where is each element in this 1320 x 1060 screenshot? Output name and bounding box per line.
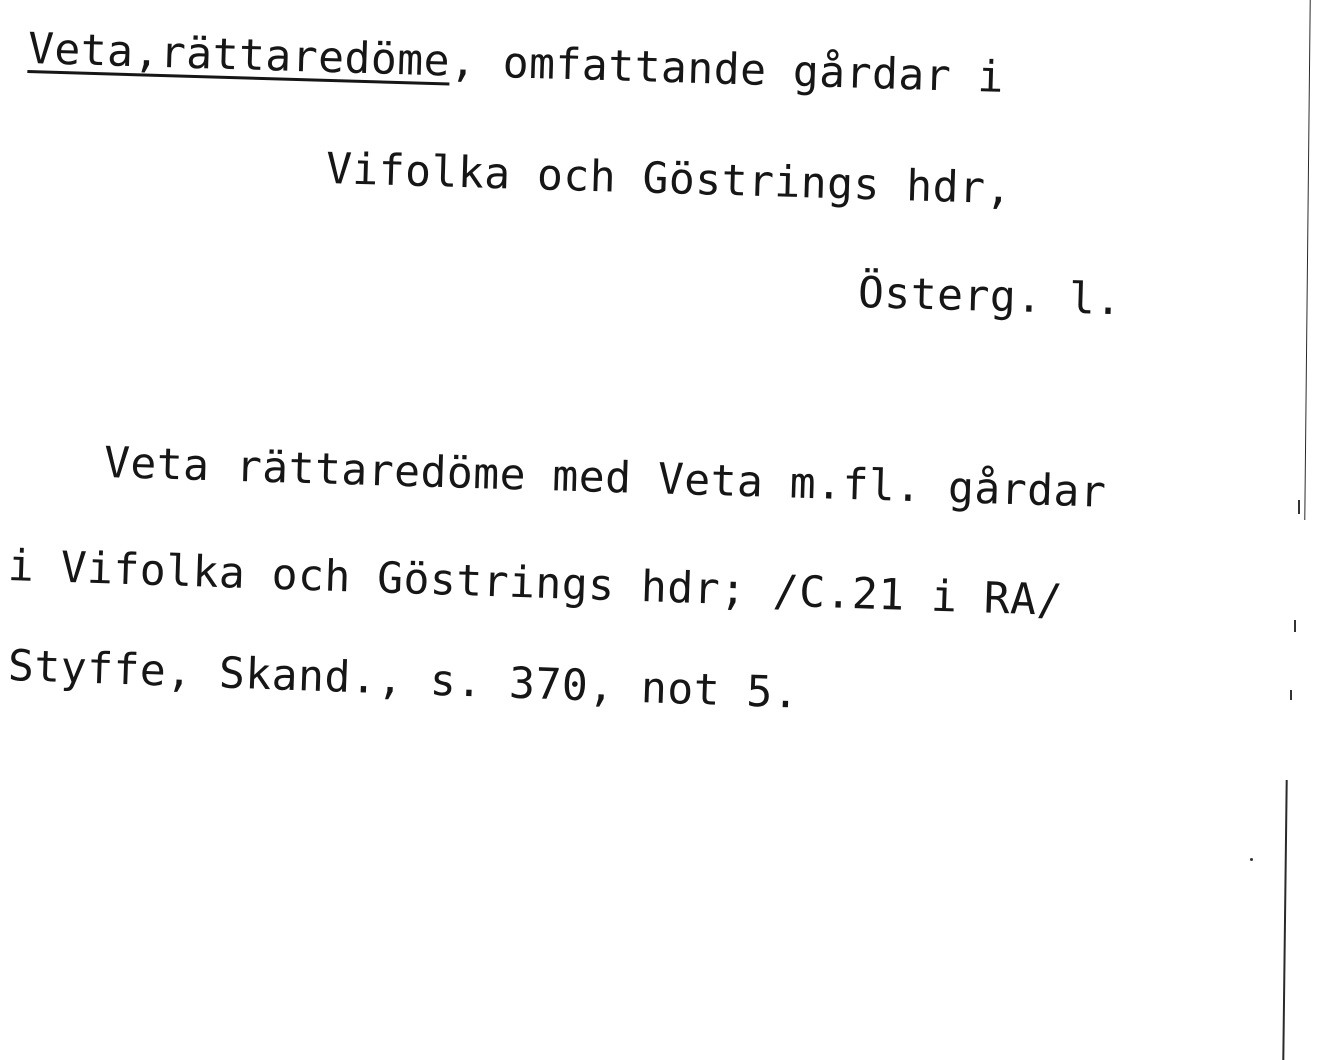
heading-description: , omfattande gårdar i [449, 36, 1005, 103]
card-edge-top [1304, 0, 1310, 520]
heading-line-2: Vifolka och Göstrings hdr, [325, 144, 1013, 215]
scan-speck [1250, 858, 1253, 861]
region-reference: Österg. l. [857, 268, 1123, 326]
card-heading [27, 24, 1005, 103]
body-line-3: Styffe, Skand., s. 370, not 5. [7, 641, 801, 719]
body-line-1: Veta rättaredöme med Veta m.fl. gårdar [103, 438, 1108, 518]
scan-mark [1290, 690, 1292, 700]
scan-mark [1294, 620, 1296, 632]
card-edge-bottom [1282, 780, 1287, 1060]
body-line-2: i Vifolka och Göstrings hdr; /C.21 i RA/ [7, 541, 1064, 626]
heading-title: Veta,rättaredöme [27, 24, 451, 87]
scan-mark [1298, 500, 1300, 514]
